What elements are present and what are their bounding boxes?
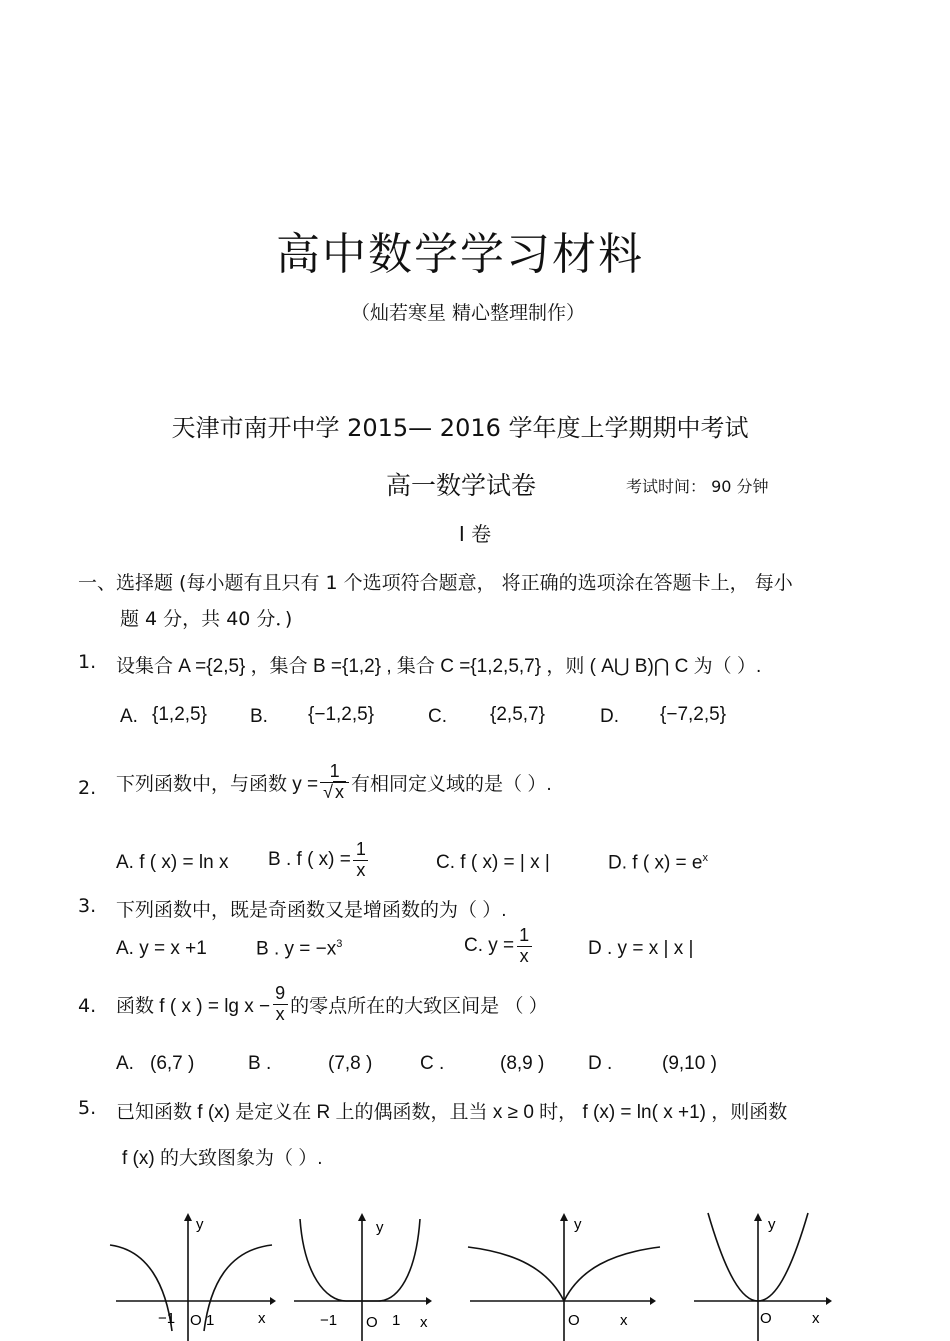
q1-option-b-label: B. <box>250 706 268 727</box>
q5-graph-c <box>466 1205 666 1341</box>
graph-c-y-arrow <box>560 1213 568 1221</box>
graph-d-label-o: O <box>760 1310 772 1327</box>
graph-b-label-y: y <box>376 1219 384 1236</box>
volume-label: I 卷 <box>458 522 492 546</box>
graph-a-label-neg1: −1 <box>158 1310 176 1327</box>
q4-frac-num: 9 <box>275 983 286 1003</box>
q4-stem-after: 的零点所在的大致区间是 （ ） <box>290 995 548 1017</box>
q5-graph-d <box>690 1205 840 1341</box>
q2-option-b-den: x <box>353 860 368 881</box>
graph-a-label-1: 1 <box>206 1312 215 1329</box>
q2-option-b <box>268 840 371 881</box>
graph-c-label-x: x <box>620 1312 628 1329</box>
q1-option-a-label: A. <box>120 706 138 727</box>
graph-d-y-arrow <box>754 1213 762 1221</box>
q4-option-a-value: (6,7 ) <box>150 1053 195 1074</box>
q5-number: 5. <box>78 1097 97 1119</box>
q3-option-c <box>464 926 534 967</box>
q3-option-c-text: C. y = <box>464 935 515 957</box>
q2-number: 2. <box>78 777 97 799</box>
q2-option-d-sup: x <box>702 852 708 864</box>
graph-b-label-1: 1 <box>392 1312 401 1329</box>
q3-option-b-sup: 3 <box>336 938 343 950</box>
q3-option-b-text: B . y = −x <box>256 938 337 960</box>
graph-d-label-x: x <box>812 1310 820 1327</box>
q4-option-d-label: D . <box>588 1053 613 1074</box>
q4-stem <box>116 984 548 1025</box>
q4-frac-den: x <box>273 1004 288 1025</box>
graph-a-svg <box>108 1205 278 1341</box>
q5-graph-a <box>108 1205 278 1341</box>
q5-graph-b <box>290 1205 440 1341</box>
q2-option-b-fraction <box>353 840 369 881</box>
q2-option-d-text: D. f ( x) = e <box>608 852 703 874</box>
graph-b-x-arrow <box>426 1297 432 1305</box>
graph-b-label-x: x <box>420 1314 428 1331</box>
q3-option-c-den: x <box>517 946 532 967</box>
q2-frac-den: x <box>335 781 345 802</box>
q4-option-b-value: (7,8 ) <box>328 1053 373 1074</box>
q1-number: 1. <box>78 651 97 673</box>
q2-stem-before: 下列函数中，与函数 y = <box>116 773 319 795</box>
sqrt-icon: √ x <box>323 781 345 802</box>
graph-d-x-arrow <box>826 1297 832 1305</box>
q2-frac-num: 1 <box>329 761 340 781</box>
q1-option-c-value: {2,5,7} <box>490 704 545 725</box>
q3-number: 3. <box>78 895 97 917</box>
q1-option-a-value: {1,2,5} <box>152 704 207 725</box>
q2-option-b-num: 1 <box>355 839 366 859</box>
q3-option-b <box>256 938 342 960</box>
graph-c-x-arrow <box>650 1297 656 1305</box>
q4-fraction <box>272 984 288 1025</box>
graph-a-label-x: x <box>258 1310 266 1327</box>
graph-b-y-arrow <box>358 1213 366 1221</box>
q4-option-a-label: A. <box>116 1053 134 1074</box>
graph-a-x-arrow <box>270 1297 276 1305</box>
graph-b-label-neg1: −1 <box>320 1312 338 1329</box>
q2-fraction <box>320 762 349 803</box>
q1-option-d-label: D. <box>600 706 619 727</box>
section-line-1: 一、选择题 (每小题有且只有 1 个选项符合题意， 将正确的选项涂在答题卡上， 每小 <box>78 572 793 594</box>
q2-option-a: A. f ( x) = ln x <box>116 852 229 873</box>
graph-c-label-o: O <box>568 1312 580 1329</box>
q3-option-c-fraction <box>516 926 532 967</box>
q2-option-c: C. f ( x) = | x | <box>436 852 550 873</box>
q4-option-c-label: C . <box>420 1053 445 1074</box>
q4-option-d-value: (9,10 ) <box>662 1053 717 1074</box>
q1-option-b-value: {−1,2,5} <box>308 704 375 725</box>
q2-option-b-text: B . f ( x) = <box>268 849 351 871</box>
q4-stem-before: 函数 f ( x ) = lg x − <box>116 995 271 1017</box>
q2-frac-den-wrap <box>320 782 349 803</box>
q2-stem-after: 有相同定义域的是（ ）. <box>351 773 552 795</box>
subtitle: （灿若寒星 精心整理制作） <box>350 302 586 324</box>
q1-option-c-label: C. <box>428 706 447 727</box>
graph-b-curve <box>300 1219 420 1301</box>
q3-option-c-num: 1 <box>519 925 530 945</box>
exam-title: 天津市南开中学 2015— 2016 学年度上学期期中考试 <box>171 414 749 442</box>
graph-c-svg <box>466 1205 666 1341</box>
section-line-2: 题 4 分，共 40 分．) <box>120 608 293 630</box>
graph-b-label-o: O <box>366 1314 378 1331</box>
graph-d-label-y: y <box>768 1216 776 1233</box>
q4-number: 4. <box>78 995 97 1017</box>
graph-d-svg <box>690 1205 840 1341</box>
q1-stem: 设集合 A ={2,5} ，集合 B ={1,2} , 集合 C ={1,2,5,7} ，则 ( A⋃ B)⋂ C 为（ ）. <box>116 656 762 677</box>
graph-a-label-o: O <box>190 1312 202 1329</box>
paper-title: 高一数学试卷 <box>386 471 537 500</box>
q2-option-d <box>608 852 708 874</box>
q4-option-b-label: B . <box>248 1053 272 1074</box>
graph-a-label-y: y <box>196 1216 204 1233</box>
q4-option-c-value: (8,9 ) <box>500 1053 545 1074</box>
graph-c-label-y: y <box>574 1216 582 1233</box>
q3-stem: 下列函数中，既是奇函数又是增函数的为（ ）. <box>116 900 507 921</box>
graph-b-svg <box>290 1205 440 1341</box>
q1-option-d-value: {−7,2,5} <box>660 704 727 725</box>
q2-stem <box>116 762 552 803</box>
q5-stem-line2: f (x) 的大致图象为（ ）. <box>122 1148 323 1169</box>
q3-option-d: D . y = x | x | <box>588 938 694 959</box>
main-title: 高中数学学习材料 <box>276 229 644 280</box>
exam-time: 考试时间： 90 分钟 <box>626 477 769 496</box>
graph-a-y-arrow <box>184 1213 192 1221</box>
q3-option-a: A. y = x +1 <box>116 938 207 959</box>
q5-stem: 已知函数 f (x) 是定义在 R 上的偶函数，且当 x ≥ 0 时， f (x) = ln( x +1) ，则函数 <box>116 1102 788 1123</box>
